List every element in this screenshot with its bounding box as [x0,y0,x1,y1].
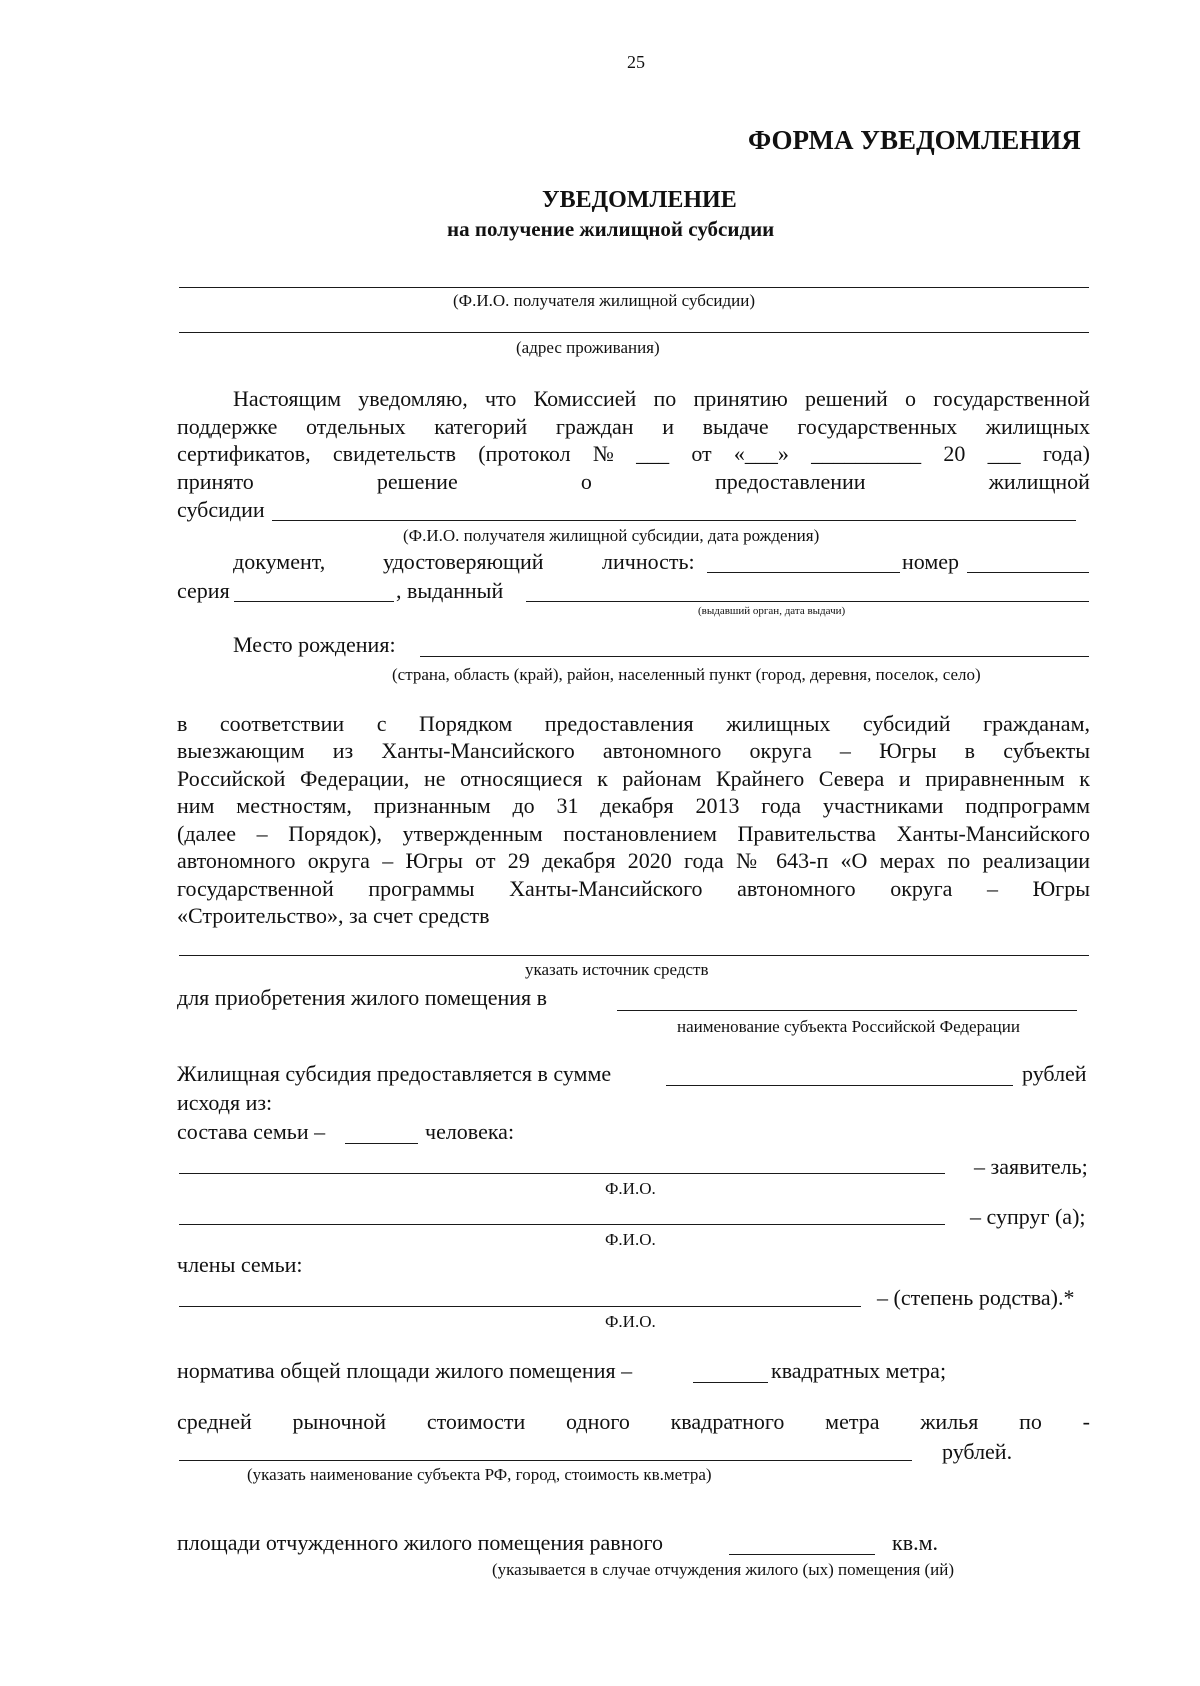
protocol-number-sign: № [592,441,614,466]
identity-word: личность: [602,549,695,574]
spouse-label: – супруг (а); [970,1204,1086,1229]
sqm-label: кв.м. [892,1530,938,1555]
issued-word: , выданный [396,578,504,603]
avg-price-line[interactable] [179,1460,912,1461]
protocol-word-3: (протокол [478,441,571,466]
avg-word-9: - [1082,1409,1090,1434]
protocol-word-2: свидетельств [332,441,456,466]
member-line[interactable] [179,1306,861,1307]
series-line[interactable] [234,601,394,602]
decision-word-3: о [580,469,592,494]
avg-word-2: рыночной [292,1409,387,1434]
intro-line-2: поддержке отдельных категорий граждан и выдаче государственных жилищных [177,414,1090,439]
decision-word-2: решение [376,469,458,494]
region-line[interactable] [617,1010,1077,1011]
spouse-line[interactable] [179,1224,945,1225]
avg-price-caption: (указать наименование субъекта РФ, город, стоимость кв.метра) [247,1465,712,1484]
subsidy-word: субсидии [177,497,265,522]
source-caption: указать источник средств [525,960,709,979]
avg-word-3: стоимости [426,1409,526,1434]
protocol-number-field[interactable]: ___ [636,441,670,466]
protocol-year-prefix: 20 [943,441,966,466]
series-word: серия [177,578,230,603]
decision-word-1: принято [177,469,254,494]
decision-word-5: жилищной [988,469,1090,494]
basis-line-2: выезжающим из Ханты-Мансийского автономного округа – Югры в субъекты [177,738,1090,763]
members-label: члены семьи: [177,1252,303,1277]
based-on-label: исходя из: [177,1090,273,1115]
page-number: 25 [627,52,645,72]
protocol-word-year: года) [1042,441,1090,466]
persons-label: человека: [425,1119,515,1144]
alienated-label: площади отчужденного жилого помещения равного [177,1530,663,1555]
rubles-label: рублей [1022,1061,1087,1086]
number-word: номер [902,549,960,574]
protocol-word-from: от [691,441,712,466]
recipient-name-caption: (Ф.И.О. получателя жилищной субсидии) [453,291,756,310]
issuer-line[interactable] [526,601,1089,602]
certifying-word: удостоверяющий [383,549,544,574]
document-type-line[interactable] [707,572,900,573]
document-number-line[interactable] [967,572,1089,573]
member-fio-caption: Ф.И.О. [605,1312,656,1331]
spouse-fio-caption: Ф.И.О. [605,1230,656,1249]
basis-line-5: (далее – Порядок), утвержденным постановлением Правительства Ханты-Мансийского [177,821,1090,846]
alienated-caption: (указывается в случае отчуждения жилого (ых) помещения (ий) [492,1560,955,1579]
form-title: ФОРМА УВЕДОМЛЕНИЯ [748,125,1081,155]
avg-word-4: одного [566,1409,630,1434]
amount-label: Жилищная субсидия предоставляется в сумме [177,1061,612,1086]
applicant-label: – заявитель; [974,1154,1088,1179]
amount-line[interactable] [666,1085,1013,1086]
norm-label: норматива общей площади жилого помещения – [177,1358,633,1383]
decision-row [177,471,1090,493]
avg-word-7: жилья [920,1409,979,1434]
recipient-dob-caption: (Ф.И.О. получателя жилищной субсидии, дата рождения) [403,526,820,545]
address-line[interactable] [179,332,1089,333]
applicant-line[interactable] [179,1173,945,1174]
rubles-dot-label: рублей. [942,1439,1013,1464]
recipient-dob-line[interactable] [272,520,1076,521]
protocol-word-1: сертификатов, [177,441,311,466]
intro-line-1: Настоящим уведомляю, что Комиссией по принятию решений о государственной [233,386,1090,411]
birthplace-line[interactable] [420,656,1089,657]
alienated-line[interactable] [729,1554,875,1555]
purchase-label: для приобретения жилого помещения в [177,985,548,1010]
avg-word-8: по [1019,1409,1042,1434]
birthplace-caption: (страна, область (край), район, населенный пункт (город, деревня, поселок, село) [392,665,981,684]
avg-price-row [177,1411,1090,1433]
source-line[interactable] [179,955,1089,956]
protocol-row [177,443,1090,465]
recipient-name-line[interactable] [179,287,1089,288]
basis-line-6: автономного округа – Югры от 29 декабря 2020 года № 643-п «О мерах по реализации [177,848,1090,873]
address-caption: (адрес проживания) [516,338,660,357]
region-caption: наименование субъекта Российской Федерации [677,1017,1020,1036]
norm-line[interactable] [693,1382,768,1383]
avg-word-1: средней [177,1409,252,1434]
family-label: состава семьи – [177,1119,326,1144]
avg-word-5: квадратного [670,1409,785,1434]
notice-title: УВЕДОМЛЕНИЕ [542,187,737,213]
notice-subtitle: на получение жилищной субсидии [447,217,775,241]
kinship-label: – (степень родства).* [877,1285,1075,1310]
protocol-year-field[interactable]: ___ [987,441,1021,466]
document-word: документ, [233,549,326,574]
basis-line-7: государственной программы Ханты-Мансийского автономного округа – Югры [177,876,1090,901]
basis-line-3: Российской Федерации, не относящиеся к районам Крайнего Севера и приравненным к [177,766,1090,791]
basis-line-4: ним местностям, признанным до 31 декабря 2013 года участниками подпрограмм [177,793,1090,818]
avg-word-6: метра [825,1409,880,1434]
sq-meters-label: квадратных метра; [771,1358,947,1383]
issuer-caption: (выдавший орган, дата выдачи) [698,605,846,617]
applicant-fio-caption: Ф.И.О. [605,1179,656,1198]
family-count-line[interactable] [345,1143,418,1144]
protocol-day-field[interactable]: «___» [733,441,789,466]
protocol-month-field[interactable]: __________ [811,441,922,466]
basis-line-1: в соответствии с Порядком предоставления жилищных субсидий гражданам, [177,711,1090,736]
decision-word-4: предоставлении [715,469,866,494]
basis-line-8: «Строительство», за счет средств [177,903,490,928]
birthplace-label: Место рождения: [233,632,396,657]
